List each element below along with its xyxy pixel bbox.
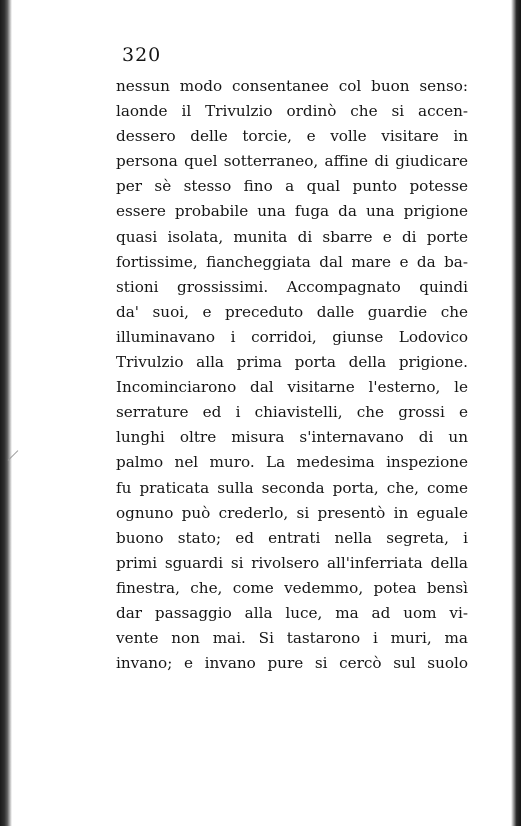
text-line: Incominciarono dal visitarne l'esterno, le [116,378,468,397]
body-text [116,74,468,676]
text-line: ognuno può crederlo, si presentò in eguale [116,503,468,522]
text-line: dar passaggio alla luce, ma ad uom vi- [116,603,468,622]
text-line: primi sguardi si rivolsero all'inferriata della [116,553,468,572]
text-line: serrature ed i chiavistelli, che grossi e [116,403,468,422]
text-line: persona quel sotterraneo, affine di giudicare [116,152,468,171]
text-line: fortissime, fiancheggiata dal mare e da ba- [116,252,468,271]
text-line: essere probabile una fuga da una prigione [116,202,468,221]
text-line: palmo nel muro. La medesima inspezione [116,453,468,472]
text-line: dessero delle torcie, e volle visitare in [116,127,468,146]
page-gutter-shadow-right [511,0,521,826]
text-line: finestra, che, come vedemmo, potea bensì [116,578,468,597]
text-line: laonde il Trivulzio ordinò che si accen- [116,102,468,121]
text-line: buono stato; ed entrati nella segreta, i [116,528,468,547]
text-line: nessun modo consentanee col buon senso: [116,77,468,95]
text-line: Trivulzio alla prima porta della prigione. [116,353,468,372]
text-line: da' suoi, e preceduto dalle guardie che [116,302,468,321]
text-line: fu praticata sulla seconda porta, che, come [116,478,468,497]
text-line: lunghi oltre misura s'internavano di un [116,428,468,447]
page-number: 320 [122,44,162,66]
text-line: stioni grossissimi. Accompagnato quindi [116,277,468,296]
text-line: invano; e invano pure si cercò sul suolo [116,654,468,673]
text-line: quasi isolata, munita di sbarre e di porte [116,227,468,246]
page-gutter-shadow-left [0,0,12,826]
text-line: vente non mai. Si tastarono i muri, ma [116,629,468,648]
text-line: per sè stesso fino a qual punto potesse [116,177,468,196]
text-line: illuminavano i corridoi, giunse Lodovico [116,327,468,346]
